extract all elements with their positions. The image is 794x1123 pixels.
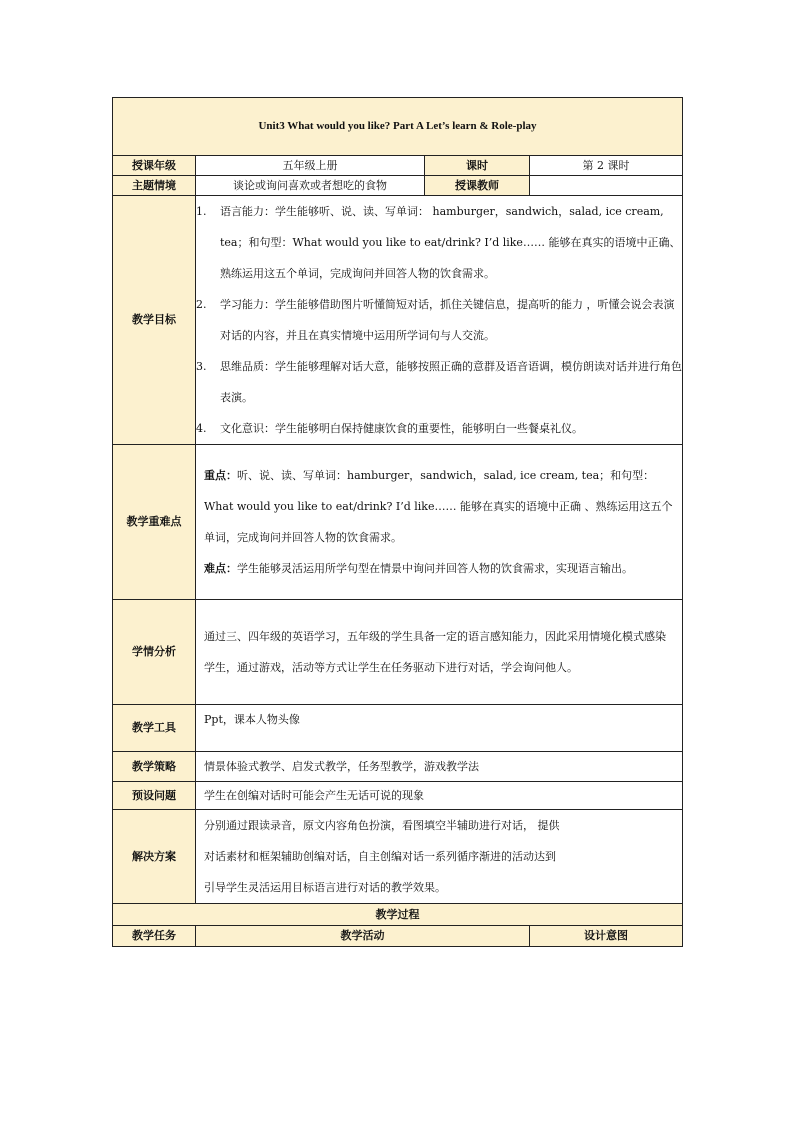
goal-item: 3. 思维品质：学生能够理解对话大意，能够按照正确的意群及语音语调，模仿朗读对话并进行角色表演。 (196, 360, 682, 404)
solution-line: 引导学生灵活运用目标语言进行对话的教学效果。 (204, 881, 446, 894)
period-label: 课时 (425, 156, 530, 176)
analysis-text: 通过三、四年级的英语学习，五年级的学生具备一定的语言感知能力，因此采用情境化模式感染学生，通过游戏，活动等方式让学生在任务驱动下进行对话，学会询问他人。 (204, 630, 666, 674)
key-points-label: 教学重难点 (113, 445, 196, 600)
process-col-activity: 教学活动 (196, 926, 530, 947)
goals-content (196, 196, 683, 445)
process-col-intent: 设计意图 (530, 926, 683, 947)
solution-label: 解决方案 (113, 810, 196, 904)
key-points-content (196, 445, 683, 600)
teacher-label: 授课教师 (425, 176, 530, 196)
process-title: 教学过程 (113, 904, 683, 926)
goal-item: 2. 学习能力：学生能够借助图片听懂简短对话，抓住关键信息，提高听的能力 ，听懂会说会表演对话的内容，并且在真实情境中运用所学词句与人交流。 (196, 298, 675, 342)
process-col-task: 教学任务 (113, 926, 196, 947)
goal-item: 4. 文化意识：学生能够明白保持健康饮食的重要性，能够明白一些餐桌礼仪。 (196, 422, 583, 435)
lesson-plan-table (112, 97, 683, 947)
document-title: Unit3 What would you like? Part A Let’s learn & Role-play (113, 98, 683, 156)
theme-value: 谈论或询问喜欢或者想吃的食物 (196, 176, 425, 196)
problems-text: 学生在创编对话时可能会产生无话可说的现象 (204, 788, 424, 802)
strategy-content (196, 752, 683, 782)
solution-line: 对话素材和框架辅助创编对话，自主创编对话一系列循序渐进的活动达到 (204, 850, 556, 863)
teacher-value (530, 176, 683, 196)
problems-content (196, 782, 683, 810)
strategy-text: 情景体验式教学、启发式教学，任务型教学，游戏教学法 (204, 759, 479, 773)
solution-content (196, 810, 683, 904)
tools-text: Ppt，课本人物头像 (204, 713, 300, 726)
solution-line: 分别通过跟读录音，原文内容角色扮演，看图填空半辅助进行对话， 提供 (204, 819, 560, 832)
tools-content (196, 705, 683, 752)
grade-label: 授课年级 (113, 156, 196, 176)
strategy-label: 教学策略 (113, 752, 196, 782)
goals-list (196, 196, 682, 444)
goals-label: 教学目标 (113, 196, 196, 445)
grade-value: 五年级上册 (196, 156, 425, 176)
problems-label: 预设问题 (113, 782, 196, 810)
theme-label: 主题情境 (113, 176, 196, 196)
tools-label: 教学工具 (113, 705, 196, 752)
analysis-label: 学情分析 (113, 600, 196, 705)
goal-item: 1. 语言能力：学生能够听、说、读、写单词： hamburger，sandwich，salad, ice cream, tea；和句型：What would you like to eat/drink? I’d like…… 能够在真实的语境中正确、熟练运用这五个单词，完成询问并回答人物的饮食需求。 (196, 205, 681, 280)
focus-paragraph: 重点：听、说、读、写单词：hamburger，sandwich，salad, ice cream, tea；和句型：What would you like to eat/drink? I’d like…… 能够在真实的语境中正确 、熟练运用这五个单词，完成询问并回答人物的饮食需求。 (204, 469, 673, 544)
analysis-content (196, 600, 683, 705)
period-value: 第 2 课时 (530, 156, 683, 176)
difficulty-paragraph: 难点：学生能够灵活运用所学句型在情景中询问并回答人物的饮食需求，实现语言输出。 (204, 562, 633, 575)
